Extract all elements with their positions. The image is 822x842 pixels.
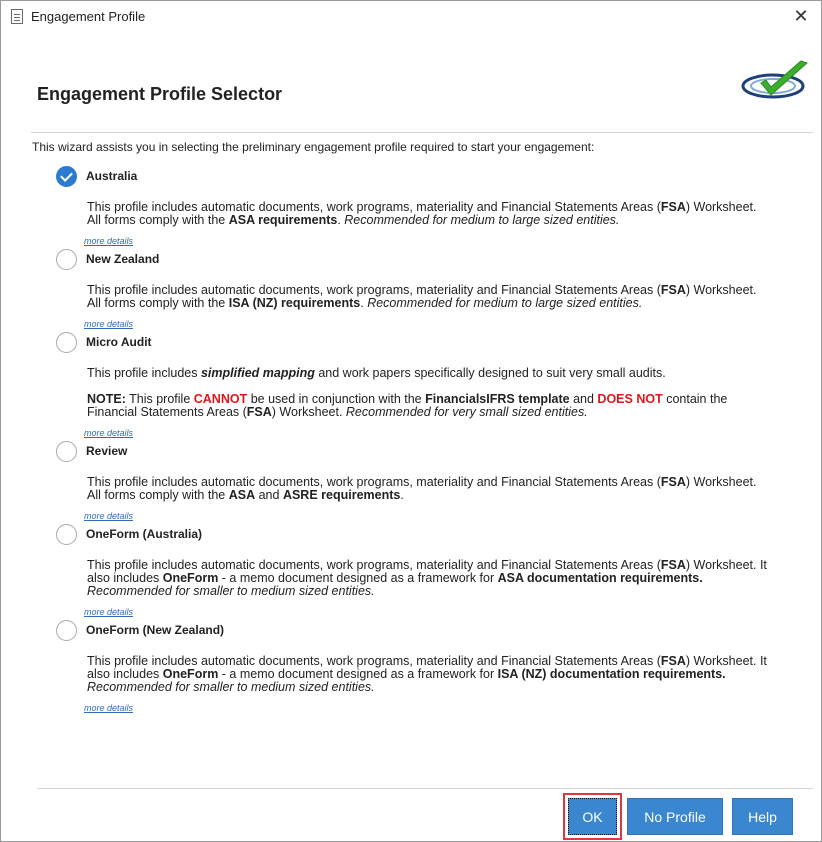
option-label: New Zealand — [86, 252, 160, 266]
title-bar — [1, 1, 821, 32]
option-note: NOTE: This profile CANNOT be used in conjunction with the FinancialsIFRS template and DOES NOT contain the Financial Statements Areas (FSA) Worksheet. Recommended for very small sized entities. — [87, 392, 728, 419]
window-title: Engagement Profile — [31, 9, 146, 24]
option-label: OneForm (Australia) — [86, 527, 203, 541]
option-description: This profile includes automatic documents, work programs, materiality and Financial Statements Areas (FSA) Worksheet. It also includes OneForm - a memo document designed as a framework for ISA (NZ) documentation requirements. Recommended for smaller to medium sized entities. — [87, 654, 767, 694]
no-profile-button[interactable]: No Profile — [627, 798, 723, 835]
option-label: Micro Audit — [86, 335, 152, 349]
document-icon — [11, 9, 23, 24]
more-details-link[interactable]: more details — [84, 607, 134, 617]
radio-new-zealand[interactable] — [56, 249, 77, 270]
footer-divider — [37, 788, 813, 789]
radio-oneform-new-zealand[interactable] — [56, 620, 77, 641]
more-details-link[interactable]: more details — [84, 703, 134, 713]
more-details-link[interactable]: more details — [84, 236, 134, 246]
more-details-link[interactable]: more details — [84, 511, 134, 521]
ok-button[interactable]: OK — [568, 798, 617, 835]
option-description: This profile includes automatic documents, work programs, materiality and Financial Statements Areas (FSA) Worksheet. It also includes OneForm - a memo document designed as a framework for ASA documentation requirements. Recommended for smaller to medium sized entities. — [87, 558, 767, 598]
option-description: This profile includes automatic documents, work programs, materiality and Financial Statements Areas (FSA) Worksheet. All forms comply with the ASA requirements. Recommended for medium to large sized entities. — [87, 200, 757, 227]
radio-micro-audit[interactable] — [56, 332, 77, 353]
option-description: This profile includes simplified mapping and work papers specifically designed to suit very small audits. — [87, 366, 666, 380]
header-divider — [31, 132, 813, 133]
option-label: Australia — [86, 169, 138, 183]
option-description: This profile includes automatic documents, work programs, materiality and Financial Statements Areas (FSA) Worksheet. All forms comply with the ISA (NZ) requirements. Recommended for medium to large sized entities. — [87, 283, 757, 310]
option-description: This profile includes automatic documents, work programs, materiality and Financial Statements Areas (FSA) Worksheet. All forms comply with the ASA and ASRE requirements. — [87, 475, 757, 502]
radio-australia[interactable] — [56, 166, 77, 187]
radio-oneform-australia[interactable] — [56, 524, 77, 545]
more-details-link[interactable]: more details — [84, 319, 134, 329]
radio-review[interactable] — [56, 441, 77, 462]
option-label: OneForm (New Zealand) — [86, 623, 225, 637]
more-details-link[interactable]: more details — [84, 428, 134, 438]
intro-text: This wizard assists you in selecting the preliminary engagement profile required to start your engagement: — [32, 140, 595, 154]
help-button[interactable]: Help — [732, 798, 793, 835]
option-label: Review — [86, 444, 128, 458]
check-ellipse-logo-icon — [741, 59, 811, 103]
close-icon[interactable]: ✕ — [793, 6, 809, 26]
page-title: Engagement Profile Selector — [37, 84, 283, 104]
